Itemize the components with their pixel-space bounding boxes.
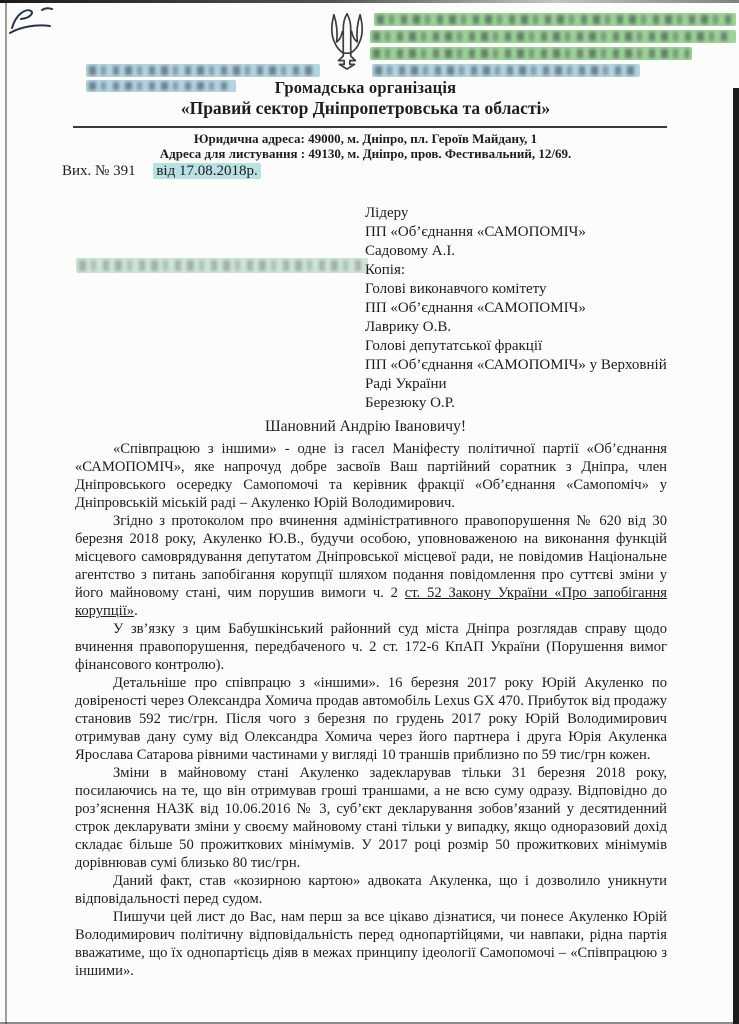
tryzub-emblem-icon xyxy=(326,12,368,75)
recipient-line: ПП «Об’єднання «САМОПОМІЧ» xyxy=(365,224,586,240)
recipient-line: Березюку О.Р. xyxy=(365,395,455,411)
org-name-title: «Правий сектор Дніпропетровська та області» xyxy=(180,98,551,118)
paragraph: Пишучи цей лист до Вас, нам перш за все цікаво дізнатися, чи понесе Акуленко Юрій Володимирович політичну відповідальність перед однопартійцями, чи навпаки, рідна партія вважатиме, що їх однопартієць діяв в межах принципу ідеології Самопомочі – «Співпрацюю з іншими». xyxy=(75,909,667,979)
reference-line xyxy=(62,163,261,180)
paragraph: «Співпрацюю з іншими» - одне із гасел Маніфесту політичної партії «Об’єднання «САМОПОМІЧ», яке напрочуд добре засвоїв Ваш партійний соратник з Дніпра, член Дніпровського осередку Самопомочі та керівник фракції «Об’єднання «Самопоміч» у Дніпровській міській раді – Акуленко Юрій Володимирович. xyxy=(75,441,667,511)
recipient-line: Голові депутатської фракції xyxy=(365,338,543,354)
recipient-line: Лідеру xyxy=(365,205,409,221)
header-divider xyxy=(73,126,667,128)
redacted-line-green xyxy=(370,47,692,60)
scan-edge-top xyxy=(0,0,739,3)
recipient-line: Лаврику О.В. xyxy=(365,319,452,335)
recipient-line: ПП «Об’єднання «САМОПОМІЧ» xyxy=(365,300,586,316)
paragraph: Зміни в майновому стані Акуленко задекларував тільки 31 березня 2018 року, посилаючись на те, що він отримував гроші траншами, а не всю суму одразу. Відповідно до роз’яснення НАЗК від 10.06.2016 № 3, суб’єкт декларування зобов’язаний у десятиденний строк декларувати зміни у своєму майновому стані тільки у випадку, якщо одноразовий дохід складає більше 50 прожиткових мінімумів. У 2017 році розмір 50 прожиткових мінімумів дорівнював сумі близько 80 тис/грн. xyxy=(75,765,667,871)
paragraph: Даний факт, став «козирною картою» адвоката Акуленка, що і дозволило уникнути відповідальності перед судом. xyxy=(75,873,667,907)
salutation: Шановний Андрію Івановичу! xyxy=(264,418,467,435)
recipient-line: Голові виконавчого комітету xyxy=(365,281,547,297)
recipient-line: Садовому А.І. xyxy=(365,243,456,259)
recipient-block xyxy=(365,204,667,413)
recipient-line: Копія: xyxy=(365,262,406,278)
recipient-line: Раді України xyxy=(365,376,447,392)
redacted-line-green xyxy=(370,30,736,43)
recipient-line: ПП «Об’єднання «САМОПОМІЧ» у Верховній xyxy=(365,357,667,373)
mailing-address: Адреса для листування : 49130, м. Дніпро, пров. Фестивальний, 12/69. xyxy=(159,146,572,161)
outgoing-number: Вих. № 391 xyxy=(62,163,136,179)
redacted-line-blue xyxy=(372,64,640,77)
org-type-title: Громадська організація xyxy=(274,78,457,97)
paragraph: У зв’язку з цим Бабушкінський районний суд міста Дніпра розглядав справу щодо вчинення правопорушення, передбаченого ч. 2 ст. 172-6 КпАП України (Порушення вимог фінансового контролю). xyxy=(75,621,667,673)
body-paragraphs xyxy=(75,440,667,980)
redacted-line-blue xyxy=(86,64,320,77)
legal-address: Юридична адреса: 49000, м. Дніпро, пл. Героїв Майдану, 1 xyxy=(193,131,538,146)
outgoing-date: від 17.08.2018р. xyxy=(153,163,260,179)
redacted-line-faint xyxy=(76,258,368,273)
redacted-line-green xyxy=(374,13,736,26)
paragraph: Детальніше про співпрацю з «іншими». 16 березня 2017 року Юрій Акуленко по довіреності через Олександра Хомича продав автомобіль Lexus GX 470. Прибуток від продажу становив 592 тис/грн. Після чого з березня по грудень 2017 року Юрій Володимирович отримував дану суму від Олександра Хомича через його партнера і друга Юрія Акуленка Ярослава Сатарова рівними частинами у вигляді 10 траншів приблизно по 59 тис/грн кожен. xyxy=(75,675,667,763)
paragraph: Згідно з протоколом про вчинення адміністративного правопорушення № 620 від 30 березня 2018 року, Акуленко Ю.В., будучи особою, уповноваженою на виконання функцій місцевого самоврядування депутатом Дніпровської місцевої ради, не повідомив Національне агентство з питань запобігання корупції шляхом подання повідомлення про суттєві зміни у його майновому стані, чим порушив вимоги ч. 2 ст. 52 Закону України «Про запобігання корупції». xyxy=(75,513,667,619)
scan-edge-right xyxy=(733,88,739,1024)
handwritten-pen-mark-icon xyxy=(6,4,54,38)
